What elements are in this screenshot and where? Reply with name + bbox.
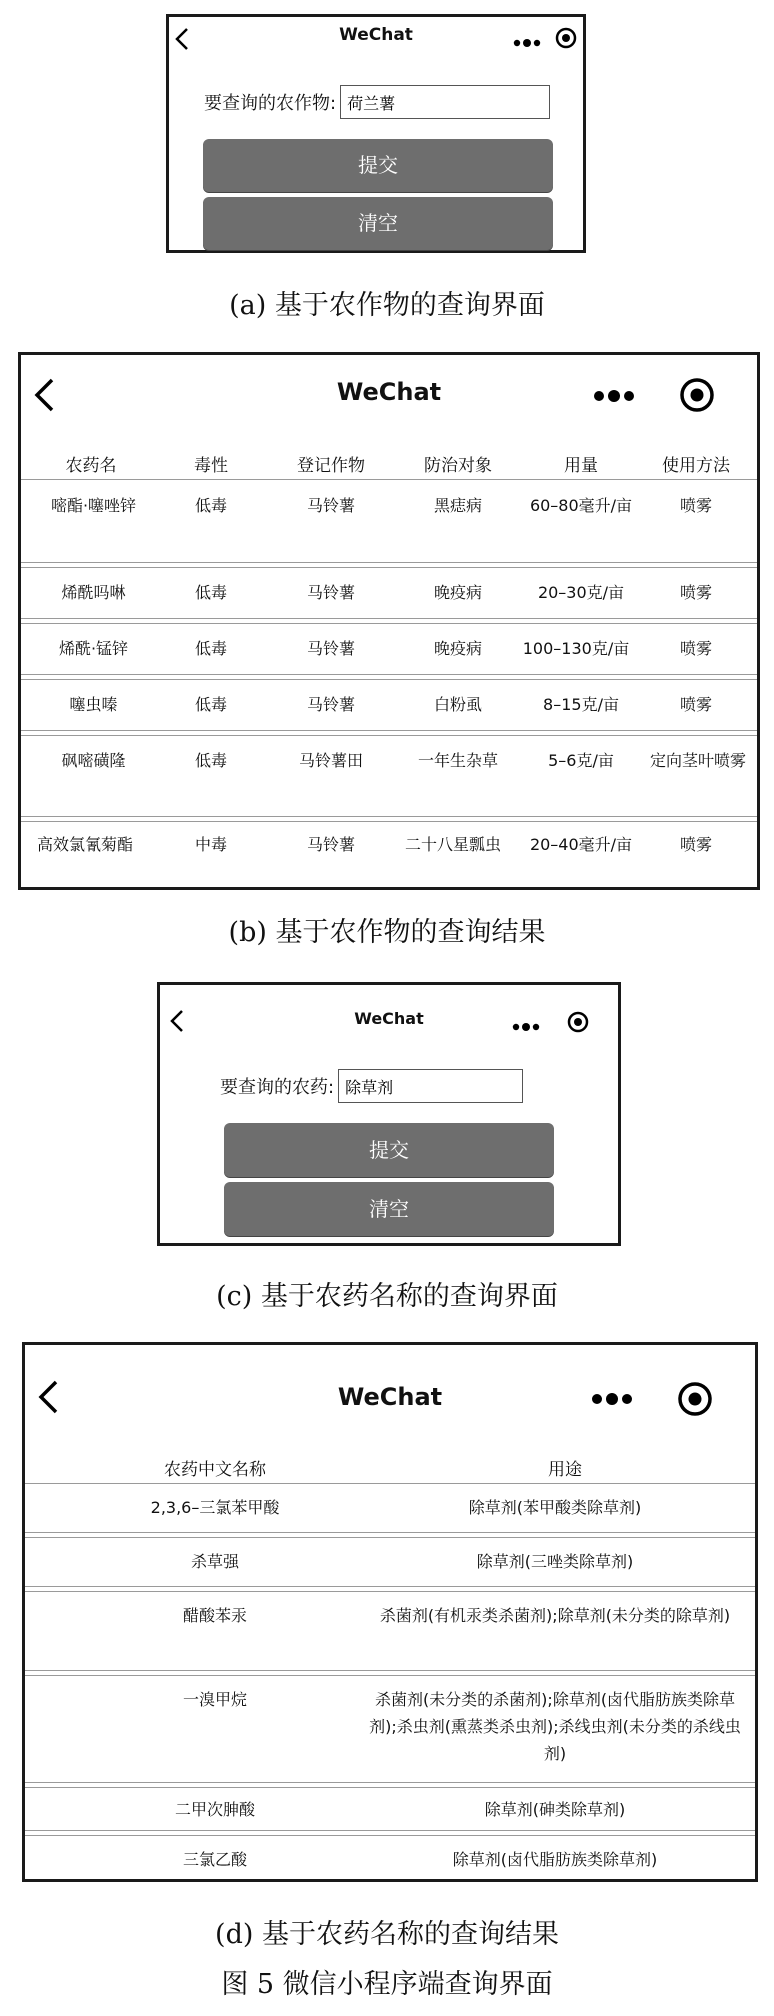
usage: 除草剂(卤代脂肪族类除草剂) bbox=[452, 1850, 658, 1869]
pesticide-query-row bbox=[220, 1069, 523, 1103]
pesticide-query-label: 要查询的农药: bbox=[220, 1077, 335, 1098]
pesticide-name: 砜嘧磺隆 bbox=[61, 751, 126, 770]
nav-title: WeChat bbox=[354, 1009, 424, 1028]
submit-button[interactable]: 提交 bbox=[224, 1123, 554, 1177]
pesticide-input[interactable] bbox=[338, 1069, 523, 1103]
more-options-icon[interactable] bbox=[591, 1391, 633, 1411]
application-method: 喷雾 bbox=[679, 695, 712, 714]
usage: 除草剂(三唑类除草剂) bbox=[476, 1552, 634, 1571]
usage: 杀菌剂(有机汞类杀菌剂);除草剂(未分类的除草剂) bbox=[379, 1606, 731, 1625]
toxicity: 低毒 bbox=[194, 496, 227, 515]
pesticide-name: 嘧酯·噻唑锌 bbox=[50, 496, 137, 515]
table-row[interactable] bbox=[21, 821, 757, 893]
panel-c-pesticide-query-form bbox=[157, 982, 621, 1246]
target-pest: 晚疫病 bbox=[433, 639, 482, 658]
crop-query-row bbox=[204, 85, 550, 119]
pesticide-chinese-name: 杀草强 bbox=[190, 1552, 239, 1571]
registered-crop: 马铃薯 bbox=[306, 496, 355, 515]
pesticide-chinese-name: 2,3,6–三氯苯甲酸 bbox=[150, 1498, 280, 1517]
more-options-icon[interactable] bbox=[593, 388, 635, 408]
application-method: 喷雾 bbox=[679, 639, 712, 658]
nav-title: WeChat bbox=[339, 25, 413, 45]
dosage: 100–130克/亩 bbox=[522, 639, 630, 658]
column-header: 农药中文名称 bbox=[164, 1460, 266, 1480]
target-pest: 晚疫病 bbox=[433, 583, 482, 602]
caption-c: (c) 基于农药名称的查询界面 bbox=[216, 1281, 558, 1312]
close-target-icon[interactable] bbox=[555, 27, 577, 53]
dosage: 60–80毫升/亩 bbox=[529, 496, 633, 515]
registered-crop: 马铃薯 bbox=[306, 583, 355, 602]
registered-crop: 马铃薯田 bbox=[298, 751, 363, 770]
clear-button[interactable]: 清空 bbox=[203, 197, 553, 250]
toxicity: 中毒 bbox=[194, 835, 227, 854]
dosage: 8–15克/亩 bbox=[543, 695, 619, 714]
caption-d: (d) 基于农药名称的查询结果 bbox=[215, 1919, 559, 1950]
registered-crop: 马铃薯 bbox=[306, 695, 355, 714]
column-header: 用途 bbox=[548, 1460, 582, 1480]
toxicity: 低毒 bbox=[194, 639, 227, 658]
application-method: 定向茎叶喷雾 bbox=[649, 751, 746, 770]
pesticide-name: 烯酰·锰锌 bbox=[58, 639, 129, 658]
target-pest: 白粉虱 bbox=[433, 695, 482, 714]
dosage: 5–6克/亩 bbox=[548, 751, 614, 770]
nav-bar bbox=[25, 1345, 755, 1413]
more-options-icon[interactable] bbox=[512, 1017, 540, 1036]
nav-bar bbox=[21, 355, 757, 425]
toxicity: 低毒 bbox=[194, 751, 227, 770]
target-pest: 二十八星瓢虫 bbox=[404, 835, 501, 854]
close-target-icon[interactable] bbox=[567, 1011, 589, 1037]
caption-a: (a) 基于农作物的查询界面 bbox=[229, 290, 545, 321]
nav-bar bbox=[160, 985, 618, 1039]
application-method: 喷雾 bbox=[679, 835, 712, 854]
nav-bar bbox=[169, 17, 583, 67]
pesticide-chinese-name: 三氯乙酸 bbox=[182, 1850, 247, 1869]
caption-b: (b) 基于农作物的查询结果 bbox=[228, 917, 546, 948]
clear-button[interactable]: 清空 bbox=[224, 1182, 554, 1236]
table-header bbox=[21, 451, 757, 475]
table-row[interactable] bbox=[21, 735, 757, 817]
table-row[interactable] bbox=[25, 1835, 755, 1885]
usage: 杀菌剂(未分类的杀菌剂);除草剂(卤代脂肪族类除草剂);杀虫剂(熏蒸类杀虫剂);杀线虫剂(未分类的杀线虫剂) bbox=[369, 1690, 741, 1763]
dosage: 20–30克/亩 bbox=[537, 583, 625, 602]
panel-b-crop-query-results bbox=[18, 352, 760, 890]
submit-button[interactable]: 提交 bbox=[203, 139, 553, 192]
usage: 除草剂(砷类除草剂) bbox=[484, 1800, 626, 1819]
pesticide-chinese-name: 醋酸苯汞 bbox=[182, 1606, 247, 1625]
table-row[interactable] bbox=[25, 1787, 755, 1831]
pesticide-chinese-name: 二甲次胂酸 bbox=[174, 1800, 255, 1819]
target-pest: 一年生杂草 bbox=[417, 751, 498, 770]
table-row[interactable] bbox=[21, 567, 757, 619]
column-header: 农药名 bbox=[65, 456, 117, 476]
registered-crop: 马铃薯 bbox=[306, 835, 355, 854]
dosage: 20–40毫升/亩 bbox=[529, 835, 633, 854]
application-method: 喷雾 bbox=[679, 496, 712, 515]
toxicity: 低毒 bbox=[194, 583, 227, 602]
panel-d-pesticide-query-results bbox=[22, 1342, 758, 1882]
pesticide-chinese-name: 一溴甲烷 bbox=[182, 1690, 247, 1709]
close-target-icon[interactable] bbox=[679, 377, 715, 417]
table-row[interactable] bbox=[21, 479, 757, 563]
pesticide-name: 烯酰吗啉 bbox=[61, 583, 126, 602]
column-header: 毒性 bbox=[194, 456, 228, 476]
registered-crop: 马铃薯 bbox=[306, 639, 355, 658]
table-header bbox=[25, 1455, 755, 1479]
table-row[interactable] bbox=[25, 1483, 755, 1533]
table-row[interactable] bbox=[21, 623, 757, 675]
crop-input[interactable] bbox=[340, 85, 550, 119]
crop-query-label: 要查询的农作物: bbox=[204, 93, 337, 114]
toxicity: 低毒 bbox=[194, 695, 227, 714]
nav-title: WeChat bbox=[336, 378, 442, 406]
pesticide-name: 噻虫嗪 bbox=[69, 695, 118, 714]
table-row[interactable] bbox=[25, 1675, 755, 1783]
table-row[interactable] bbox=[25, 1537, 755, 1587]
column-header: 使用方法 bbox=[662, 456, 730, 476]
table-row[interactable] bbox=[21, 679, 757, 731]
column-header: 防治对象 bbox=[424, 456, 492, 476]
column-header: 登记作物 bbox=[297, 456, 365, 476]
target-pest: 黑痣病 bbox=[433, 496, 482, 515]
nav-title: WeChat bbox=[337, 1383, 443, 1411]
close-target-icon[interactable] bbox=[677, 1381, 713, 1421]
more-options-icon[interactable] bbox=[513, 33, 541, 52]
table-row[interactable] bbox=[25, 1591, 755, 1671]
panel-a-crop-query-form bbox=[166, 14, 586, 253]
pesticide-name: 高效氯氰菊酯 bbox=[36, 835, 133, 854]
figure-title: 图 5 微信小程序端查询界面 bbox=[221, 1969, 553, 2000]
usage: 除草剂(苯甲酸类除草剂) bbox=[468, 1498, 642, 1517]
column-header: 用量 bbox=[564, 456, 598, 476]
application-method: 喷雾 bbox=[679, 583, 712, 602]
